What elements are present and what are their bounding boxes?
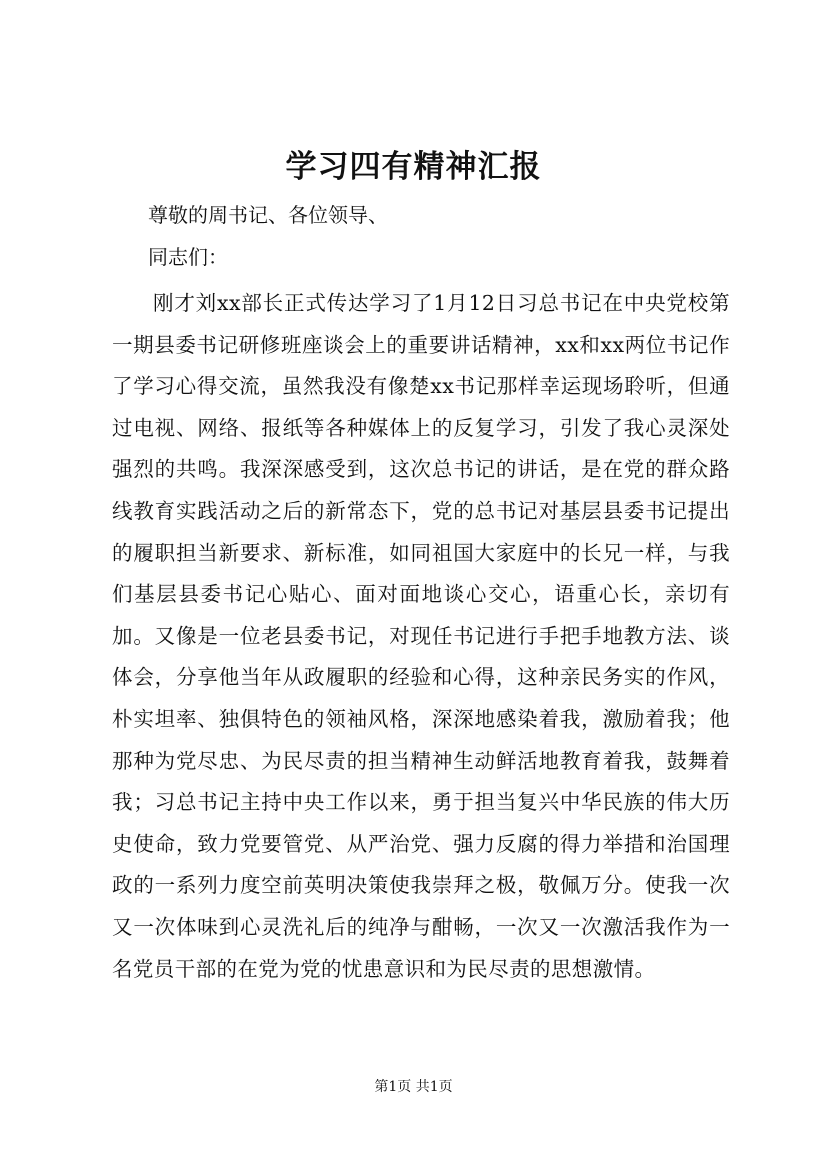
page-number-footer: 第1页 共1页 xyxy=(374,1079,453,1095)
salutation-line-2: 同志们： xyxy=(148,245,228,269)
salutation-line-1: 尊敬的周书记、各位领导、 xyxy=(148,203,388,227)
body-paragraph: 刚才刘xx部长正式传达学习了1月12日习总书记在中央党校第一期县委书记研修班座谈会上的重要讲话精神，xx和xx两位书记作了学习心得交流，虽然我没有像楚xx书记那样幸运现场聆听，但通过电视、网络、报纸等各种媒体上的反复学习，引发了我心灵深处强烈的共鸣。我深深感受到，这次总书记的讲话，是在党的群众路线教育实践活动之后的新常态下，党的总书记对基层县委书记提出的履职担当新要求、新标准，如同祖国大家庭中的长兄一样，与我们基层县委书记心贴心、面对面地谈心交心，语重心长，亲切有加。又像是一位老县委书记，对现任书记进行手把手地教方法、谈体会，分享他当年从政履职的经验和心得，这种亲民务实的作风，朴实坦率、独俱特色的领袖风格，深深地感染着我，激励着我；他那种为党尽忠、为民尽责的担当精神生动鲜活地教育着我，鼓舞着我；习总书记主持中央工作以来，勇于担当复兴中华民族的伟大历史使命，致力党要管党、从严治党、强力反腐的得力举措和治国理政的一系列力度空前英明决策使我崇拜之极，敬佩万分。使我一次又一次体味到心灵洗礼后的纯净与酣畅，一次又一次激活我作为一名党员干部的在党为党的忧患意识和为民尽责的思想激情。 xyxy=(112,291,730,981)
document-title: 学习四有精神汇报 xyxy=(285,149,542,185)
